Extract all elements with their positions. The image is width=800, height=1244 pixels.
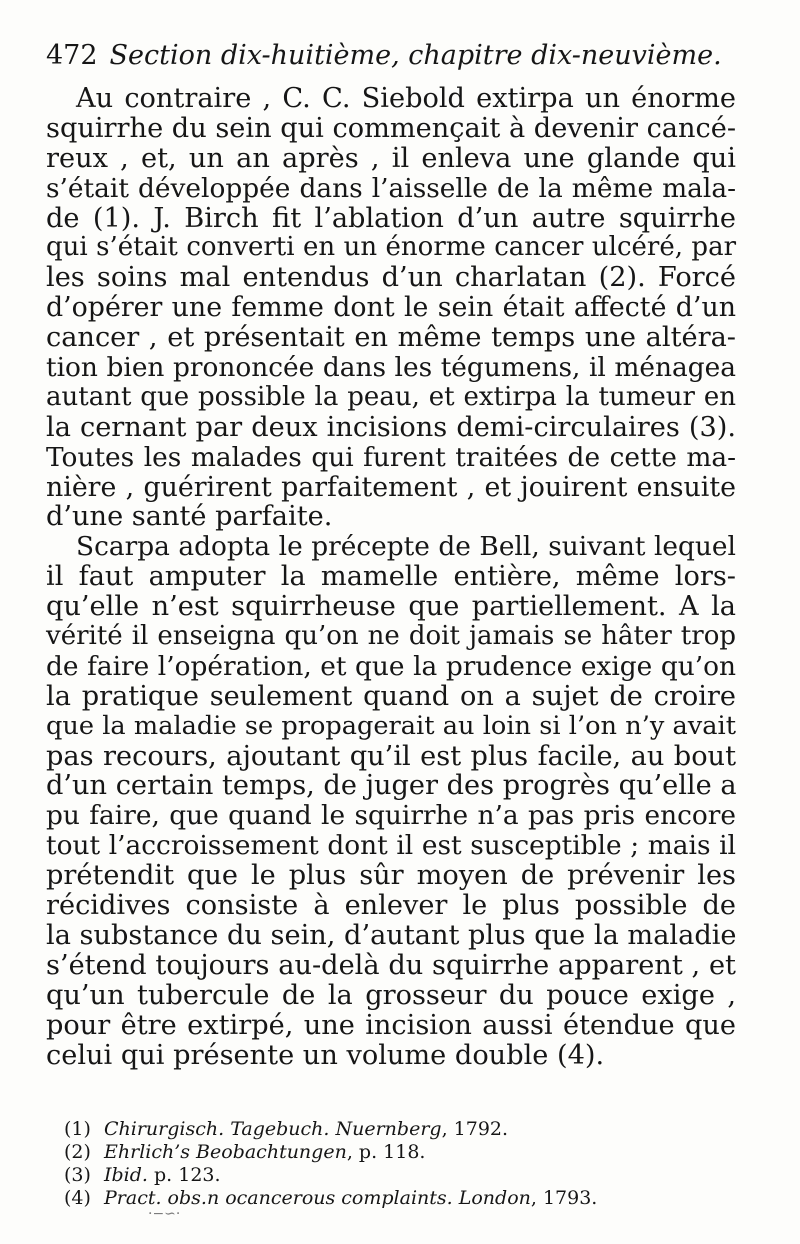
text-line: s’était développée dans l’aisselle de la même mala- [46, 172, 736, 204]
footnote-reference: Ehrlich’s Beobachtungen [104, 1141, 347, 1163]
footnote-number: (3) [64, 1164, 91, 1186]
text-line: tout l’accroissement dont il est susceptible ; mais il [46, 830, 736, 862]
footnote [64, 1141, 724, 1164]
text-line: prétendit que le plus sûr moyen de prévenir les [46, 860, 736, 892]
footnote-number: (4) [64, 1187, 91, 1209]
page-number: 472 [46, 40, 98, 71]
text-line: récidives consiste à enlever le plus possible de [46, 890, 736, 922]
footnote-reference: Chirurgisch. Tagebuch. Nuernberg [104, 1118, 442, 1140]
text-line: qu’elle n’est squirrheuse que partiellement. A la [46, 591, 736, 623]
footnote-detail: , 1793. [530, 1187, 598, 1209]
footnote-detail: , 1792. [441, 1118, 509, 1140]
footnote [64, 1118, 724, 1141]
text-line: la substance du sein, d’autant plus que la maladie [46, 919, 737, 951]
text-line: cancer , et présentait en même temps une altéra- [46, 322, 736, 354]
text-line: pour être extirpé, une incision aussi étendue que [46, 1009, 736, 1041]
text-line: squirrhe du sein qui commençait à devenir cancé- [46, 112, 737, 144]
text-line: il faut amputer la mamelle entière, même lors- [46, 561, 736, 593]
text-line: s’étend toujours au-delà du squirrhe apparent , et [46, 949, 736, 981]
text-line: d’un certain temps, de juger des progrès qu’elle a [46, 770, 737, 802]
text-line: d’une santé parfaite. [46, 501, 333, 533]
text-line: que la maladie se propagerait au loin si l’on n’y avait [46, 710, 736, 741]
footnote-number: (1) [64, 1118, 91, 1140]
footnote-reference: Pract. obs.n ocancerous complaints. London [104, 1187, 531, 1209]
text-line: vérité il enseigna qu’on ne doit jamais se hâter trop [46, 621, 736, 652]
text-line: qu’un tubercule de la grosseur du pouce exige , [46, 979, 736, 1011]
page-header [46, 36, 746, 76]
text-line: Au contraire , C. C. Siebold extirpa un énorme [76, 83, 736, 114]
text-line: tion bien prononcée dans les tégumens, il ménagea [46, 352, 736, 384]
running-title: Section dix-huitième, chapitre dix-neuvième. [109, 40, 722, 71]
text-line: de (1). J. Birch fit l’ablation d’un autre squirrhe [46, 202, 736, 234]
text-line: Toutes les malades qui furent traitées de cette ma- [46, 441, 736, 473]
footnote-reference: Ibid. [104, 1164, 148, 1186]
footnote-number: (2) [64, 1141, 91, 1163]
text-line: qui s’était converti en un énorme cancer ulcéré, par [46, 232, 736, 263]
text-line: d’opérer une femme dont le sein était affecté d’un [46, 292, 736, 324]
text-line: la pratique seulement quand on a sujet de croire [46, 680, 736, 712]
footnote-detail: , p. 118. [346, 1141, 426, 1163]
text-line: pas recours, ajoutant qu’il est plus facile, au bout [46, 740, 736, 772]
text-line: celui qui présente un volume double (4). [46, 1039, 605, 1071]
printer-mark-ornament: ·−∽· [148, 1206, 181, 1222]
body-text [46, 84, 736, 1070]
text-line: pu faire, que quand le squirrhe n’a pas pris encore [46, 800, 736, 832]
text-line: les soins mal entendus d’un charlatan (2). Forcé [46, 262, 736, 294]
footnote-detail: p. 123. [147, 1164, 221, 1186]
text-line: la cernant par deux incisions demi-circulaires (3). [46, 411, 736, 443]
footnotes [64, 1118, 724, 1210]
text-line: Scarpa adopta le précepte de Bell, suivant lequel [76, 531, 736, 563]
footnote [64, 1164, 724, 1187]
text-line: autant que possible la peau, et extirpa la tumeur en [46, 381, 736, 412]
text-line: reux , et, un an après , il enleva une glande qui [46, 142, 736, 174]
text-line: nière , guérirent parfaitement , et jouirent ensuite [46, 471, 736, 503]
text-line: de faire l’opération, et que la prudence exige qu’on [46, 650, 736, 682]
